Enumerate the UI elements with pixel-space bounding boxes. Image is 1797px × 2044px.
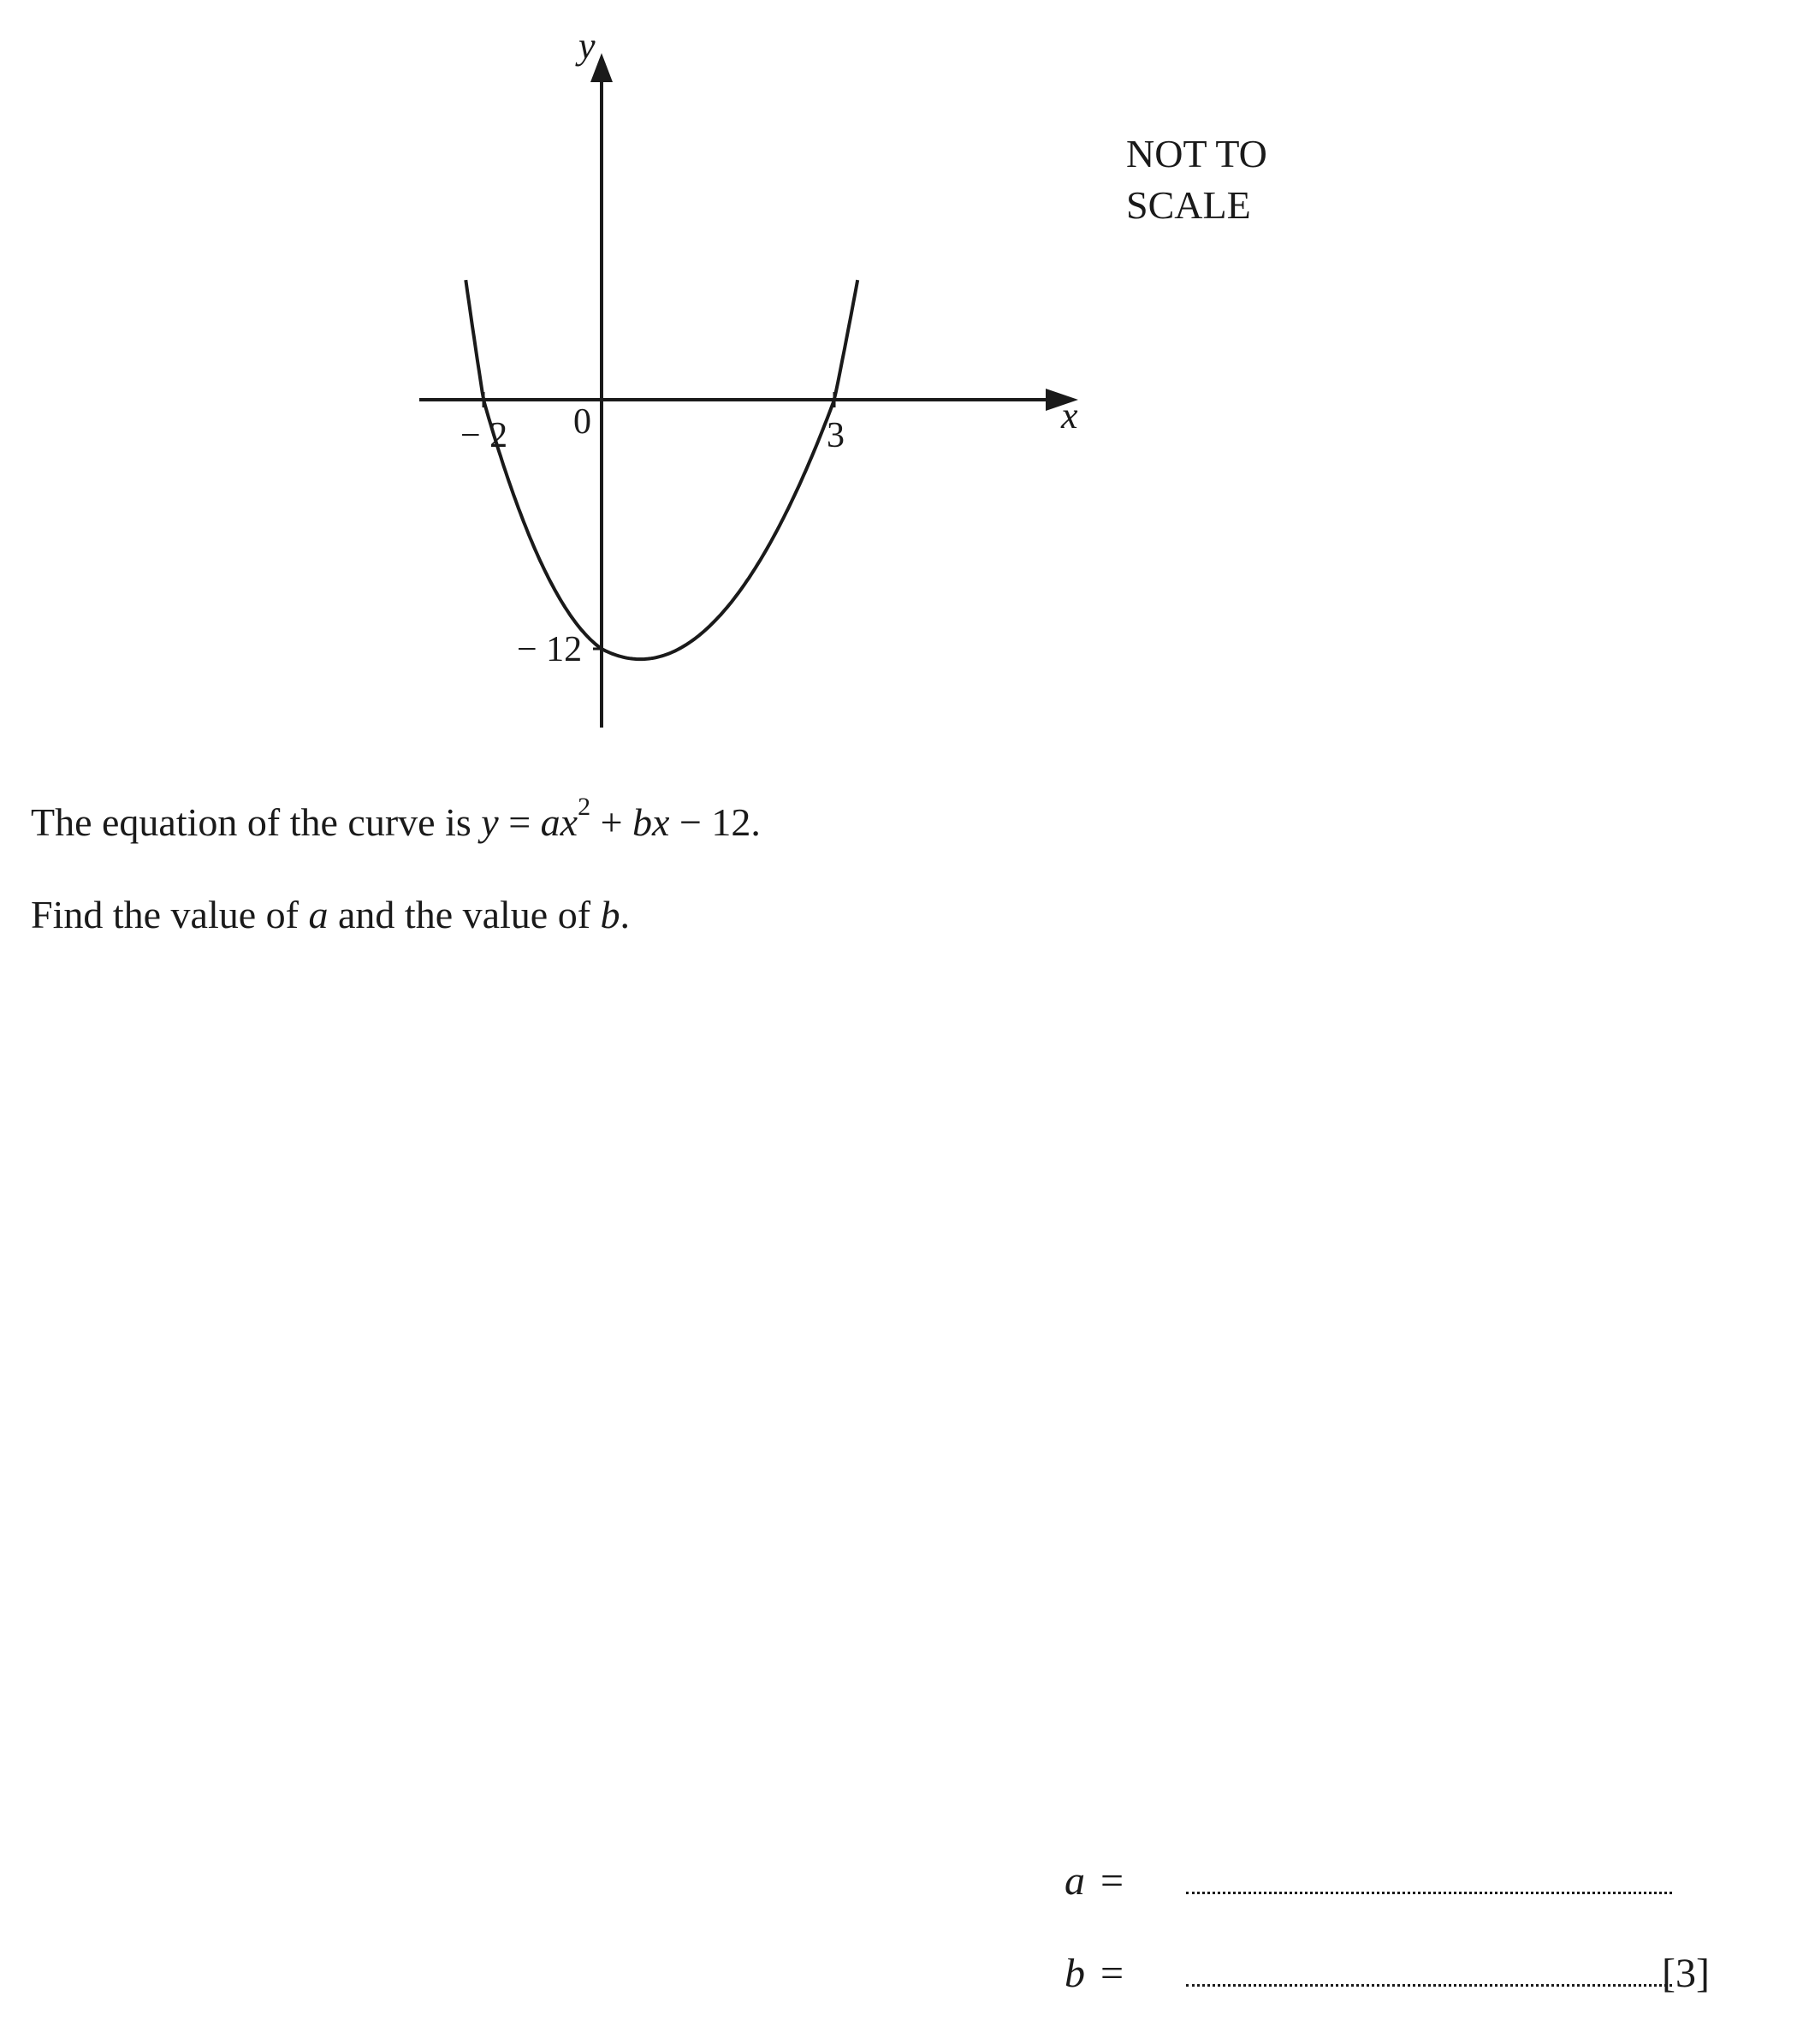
answer-a-label: a (1065, 1858, 1085, 1904)
eq-minus-12: − 12. (669, 800, 761, 844)
note-line-1: NOT TO (1126, 132, 1267, 175)
find-a: a (308, 893, 329, 936)
eq-y: y (481, 800, 499, 844)
eq-prefix: The equation of the curve is (31, 800, 482, 844)
find-b: b (600, 893, 620, 936)
root-left-label: − 2 (460, 416, 508, 455)
origin-label: 0 (573, 402, 591, 442)
answer-row-a (1065, 1857, 1672, 1904)
y-axis-label: y (578, 25, 596, 67)
find-instruction (31, 892, 630, 937)
eq-equals: = (498, 800, 541, 844)
eq-squared: 2 (578, 793, 591, 821)
x-axis-label: x (1061, 395, 1078, 437)
root-right-label: 3 (827, 416, 845, 455)
answer-a-field[interactable] (1186, 1883, 1672, 1894)
eq-bx: bx (632, 800, 670, 844)
quadratic-graph (0, 0, 1198, 770)
intercept-label: − 12 (517, 630, 583, 669)
note-line-2: SCALE (1126, 183, 1251, 227)
answer-a-equals: = (1100, 1858, 1124, 1904)
eq-ax: ax (540, 800, 578, 844)
marks-label: [3] (1662, 1951, 1710, 1996)
parabola-curve (466, 280, 857, 659)
find-end: . (620, 893, 631, 936)
answer-b-field[interactable] (1186, 1976, 1672, 1987)
find-mid: and the value of (328, 893, 601, 936)
not-to-scale-note (1126, 128, 1267, 231)
answer-b-label: b (1065, 1951, 1085, 1996)
find-prefix: Find the value of (31, 893, 309, 936)
answer-row-b (1065, 1950, 1672, 1997)
equation-statement (31, 793, 761, 845)
eq-plus: + (590, 800, 633, 844)
answer-b-equals: = (1100, 1951, 1124, 1996)
